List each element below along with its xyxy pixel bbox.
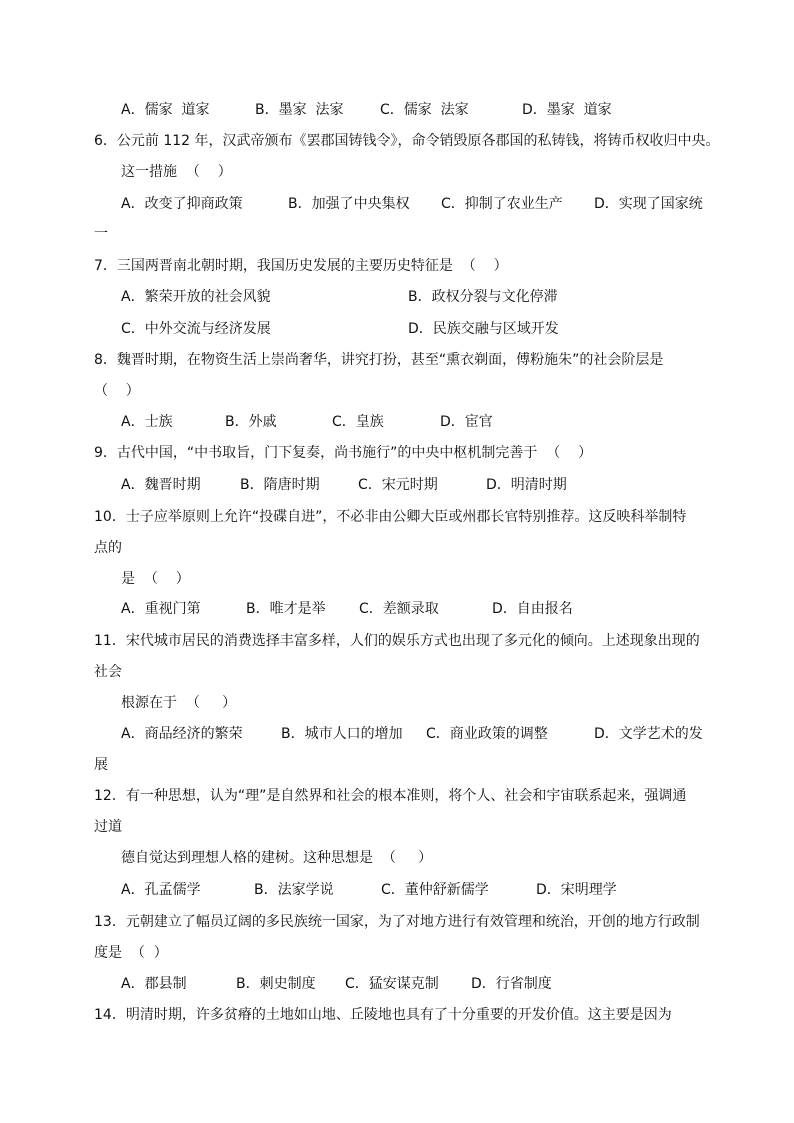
question-12: 12．有一种思想，认为“理”是自然界和社会的根本准则，将个人、社会和宇宙联系起来，强调通 — [94, 788, 687, 804]
option: B．加强了中央集权 — [288, 196, 410, 212]
question-11-cont: 社会 — [94, 664, 122, 680]
option: A．重视门第 — [121, 601, 201, 617]
option: C．皇族 — [332, 414, 384, 430]
option: B．隋唐时期 — [240, 477, 320, 493]
option: D．民族交融与区域开发 — [408, 321, 559, 337]
question-10-cont: 点的 — [94, 540, 122, 556]
question-6: 6．公元前 112 年，汉武帝颁布《罢郡国铸钱令》，命令销毁原各郡国的私铸钱，将铸币权收归中央。 — [94, 133, 720, 149]
option: C．董仲舒新儒学 — [381, 882, 489, 898]
question-13-cont: 度是 （ ） — [94, 945, 168, 961]
option: D．宋明理学 — [536, 882, 617, 898]
option: A．孔孟儒学 — [121, 882, 201, 898]
option-wrap: 一 — [94, 226, 108, 242]
question-11-cont: 根源在于 （ ） — [121, 695, 237, 711]
question-12-cont: 德自觉达到理想人格的建树。这种思想是 （ ） — [121, 850, 433, 866]
question-6-cont: 这一措施 （ ） — [121, 164, 232, 180]
option: A．魏晋时期 — [121, 477, 201, 493]
question-13: 13．元朝建立了幅员辽阔的多民族统一国家，为了对地方进行有效管理和统治，开创的地方行政制 — [94, 914, 700, 930]
option: B．政权分裂与文化停滞 — [408, 289, 558, 305]
question-14: 14．明清时期，许多贫瘠的土地如山地、丘陵地也具有了十分重要的开发价值。这主要是因为 — [94, 1007, 672, 1023]
option: B．城市人口的增加 — [281, 726, 403, 742]
option: A．改变了抑商政策 — [121, 196, 243, 212]
option: B．墨家 法家 — [255, 102, 344, 118]
option: B．刺史制度 — [236, 976, 316, 992]
question-11: 11．宋代城市居民的消费选择丰富多样，人们的娱乐方式也出现了多元化的倾向。上述现象出现的 — [94, 633, 700, 649]
question-8: 8．魏晋时期，在物资生活上崇尚奢华，讲究打扮，甚至“熏衣剃面，傅粉施朱”的社会阶层是 — [94, 352, 664, 368]
option: B．外戚 — [225, 414, 277, 430]
option-wrap: 展 — [94, 757, 108, 773]
option: D．行省制度 — [471, 976, 552, 992]
question-7: 7．三国两晋南北朝时期，我国历史发展的主要历史特征是 （ ） — [94, 258, 508, 274]
option: C．宋元时期 — [358, 477, 438, 493]
option: C．猛安谋克制 — [345, 976, 439, 992]
question-10-cont: 是 （ ） — [121, 571, 190, 587]
option: C．差额录取 — [359, 601, 439, 617]
option: B．唯才是举 — [246, 601, 326, 617]
option: C．儒家 法家 — [380, 102, 469, 118]
option: A．郡县制 — [121, 976, 187, 992]
option: A．士族 — [121, 414, 173, 430]
option: B．法家学说 — [254, 882, 334, 898]
option: D．墨家 道家 — [522, 102, 612, 118]
option: C．抑制了农业生产 — [441, 196, 563, 212]
option: A．繁荣开放的社会风貌 — [121, 289, 271, 305]
option: D．实现了国家统 — [594, 196, 703, 212]
option: D．自由报名 — [492, 601, 573, 617]
option: D．文学艺术的发 — [594, 726, 703, 742]
question-12-cont: 过道 — [94, 819, 122, 835]
question-9: 9．古代中国，“中书取旨，门下复奏，尚书施行”的中央中枢机制完善于 （ ） — [94, 445, 593, 461]
option: D．宦官 — [440, 414, 493, 430]
option: C．商业政策的调整 — [426, 726, 548, 742]
question-8-cont: （ ） — [94, 383, 140, 399]
option: A．商品经济的繁荣 — [121, 726, 243, 742]
option: C．中外交流与经济发展 — [121, 321, 271, 337]
option: D．明清时期 — [486, 477, 567, 493]
option: A．儒家 道家 — [121, 102, 210, 118]
question-10: 10．士子应举原则上允许“投碟自进”，不必非由公卿大臣或州郡长官特别推荐。这反映科举制特 — [94, 509, 687, 525]
